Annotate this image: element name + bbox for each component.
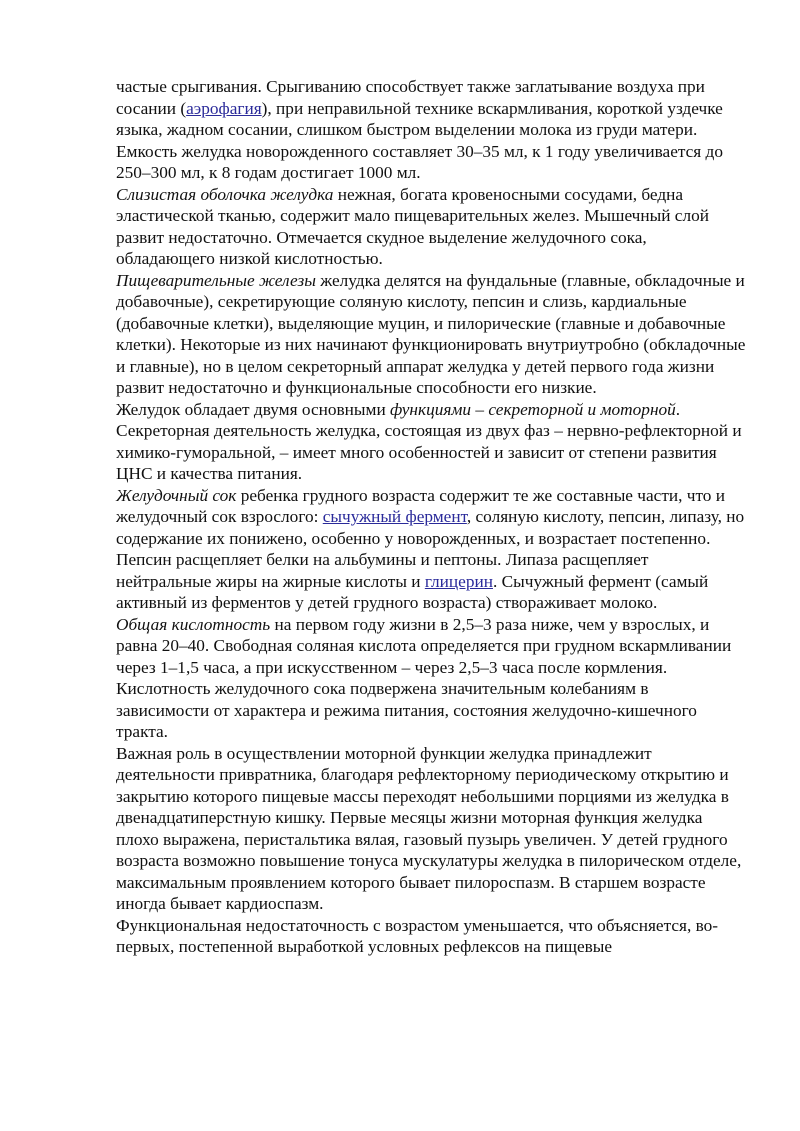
paragraph-mucosa <box>116 184 746 270</box>
paragraph-text: ребенка грудного возраста содержит те же составные части, что и желудочный сок взрослого: <box>116 485 725 526</box>
paragraph-text: Важная роль в осуществлении моторной функции желудка принадлежит деятельности привратника, благодаря рефлекторному периодическому открытию и закрытию которого пищевые массы переходят небольшими порциями из желудка в двенадцатиперстную кишку. Первые месяцы жизни моторная функция желудка плохо выражена, перистальтика вялая, газовый пузырь увеличен. У детей грудного возраста возможно повышение тонуса мускулатуры желудка в пилорическом отделе, максимальным проявлением которого бывает пилороспазм. В старшем возрасте иногда бывает кардиоспазм. <box>116 743 742 913</box>
paragraph-text: , соляную кислоту, пепсин, липазу, но содержание их понижено, особенно у новорожденных, и возрастает постепенно. Пепсин расщепляет белки на альбумины и пептоны. Липаза расщепляет нейтральные жиры на жирные кислоты и <box>116 507 745 591</box>
paragraph-acidity <box>116 614 746 743</box>
paragraph-text: на первом году жизни в 2,5–3 раза ниже, чем у взрослых, и равна 20–40. Свободная соляная кислота определяется при грудном вскармливании через 1–1,5 часа, а при искусственном – через 2,5–3 часа после кормления. Кислотность желудочного сока подвержена значительным колебаниям в зависимости от характера и режима питания, состояния желудочно-кишечного тракта. <box>116 614 732 741</box>
term-functions: функциями – секреторной и моторной <box>390 399 676 419</box>
paragraph-glands <box>116 270 746 399</box>
paragraph-text: . <box>675 399 681 419</box>
paragraph-text: ), при неправильной технике вскармливания, короткой уздечке языка, жадном сосании, слишком быстром выделении молока из груди матери. <box>116 98 723 139</box>
paragraph-secretory-activity <box>116 420 746 485</box>
paragraph-text: частые срыгивания. Срыгиванию способствует также заглатывание воздуха при сосании ( <box>116 77 705 118</box>
paragraph-functional-insufficiency <box>116 915 746 958</box>
paragraph-regurgitation <box>116 76 746 141</box>
document-page <box>116 76 746 958</box>
paragraph-gastric-juice <box>116 485 746 614</box>
paragraph-text: . Сычужный фермент (самый активный из ферментов у детей грудного возраста) створаживает молоко. <box>116 571 709 612</box>
term-gastric-juice: Желудочный сок <box>116 485 237 505</box>
paragraph-motor-function <box>116 743 746 915</box>
term-mucosa: Слизистая оболочка желудка <box>116 184 334 204</box>
paragraph-text: Желудок обладает двумя основными <box>116 399 391 419</box>
glycerin-link[interactable]: глицерин <box>424 571 493 591</box>
aerophagia-link[interactable]: аэрофагия <box>186 98 262 118</box>
paragraph-stomach-capacity <box>116 141 746 184</box>
paragraph-text: нежная, богата кровеносными сосудами, бедна эластической тканью, содержит мало пищеварительных желез. Мышечный слой развит недостаточно. Отмечается скудное выделение желудочного сока, обладающего низкой кислотностью. <box>116 184 709 268</box>
term-acidity: Общая кислотность <box>116 614 271 634</box>
paragraph-text: Секреторная деятельность желудка, состоящая из двух фаз – нервно-рефлекторной и химико-гуморальной, – имеет много особенностей и зависит от степени развития ЦНС и качества питания. <box>116 421 742 483</box>
paragraph-text: желудка делятся на фундальные (главные, обкладочные и добавочные), секретирующие соляную кислоту, пепсин и слизь, кардиальные (добавочные клетки), выделяющие муцин, и пилорические (главные и добавочные клетки). Некоторые из них начинают функционировать внутриутробно (обкладочные и главные), но в целом секреторный аппарат желудка у детей первого года жизни развит недостаточно и функциональные способности его низкие. <box>116 270 746 397</box>
paragraph-text: Функциональная недостаточность с возрастом уменьшается, что объясняется, во-первых, постепенной выработкой условных рефлексов на пищевые <box>116 915 719 956</box>
paragraph-text: Емкость желудка новорожденного составляет 30–35 мл, к 1 году увеличивается до 250–300 мл, к 8 годам достигает 1000 мл. <box>116 141 723 182</box>
rennet-link[interactable]: сычужный фермент <box>322 507 467 526</box>
term-glands: Пищеварительные железы <box>116 270 316 290</box>
paragraph-functions <box>116 399 746 421</box>
